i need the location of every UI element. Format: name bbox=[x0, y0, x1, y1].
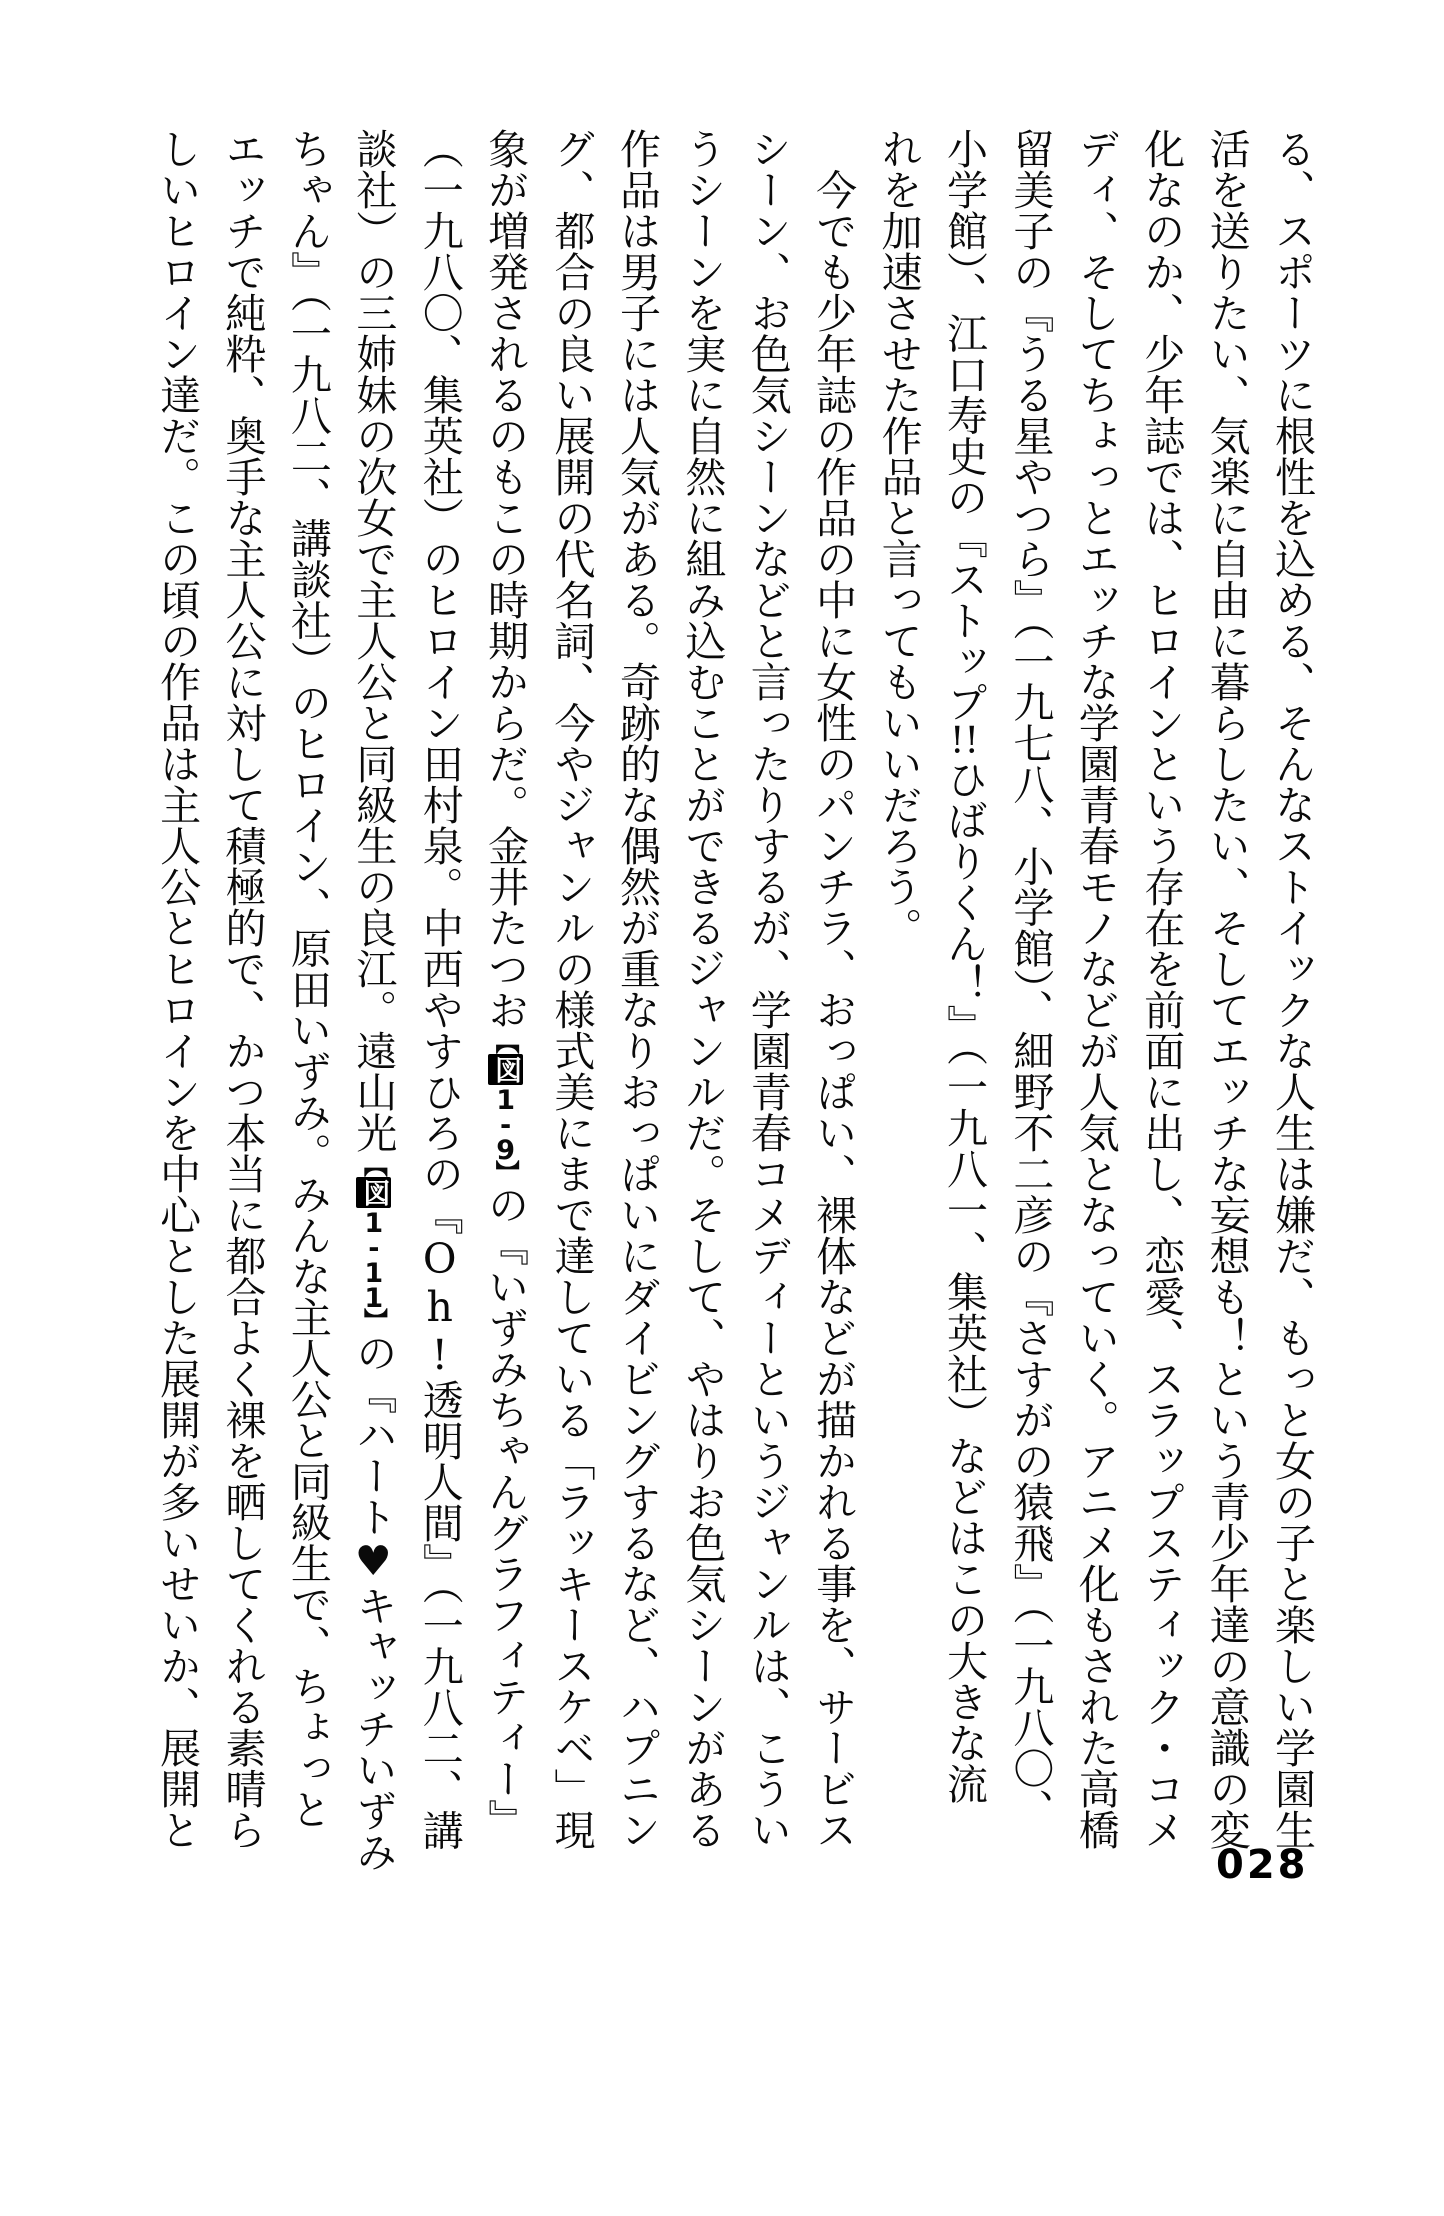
text-run: 留美子の『うる星やつら』（一九七八、小学館）、細野不二彦の『さすがの猿飛』（一九八〇、 bbox=[1006, 128, 1055, 1830]
text-column bbox=[1259, 128, 1324, 1860]
text-run: れを加速させた作品と言ってもいいだろう。 bbox=[874, 128, 923, 948]
text-column bbox=[931, 128, 997, 1860]
latin-upright-run: Oh! bbox=[415, 1235, 464, 1379]
bracket-open-icon: 【 bbox=[491, 1030, 521, 1054]
text-run: ディ、そしてちょっとエッチな学園青春モノなどが人気となっていく。アニメ化もされた高橋 bbox=[1071, 128, 1120, 1850]
text-column bbox=[209, 128, 274, 1860]
text-run: うシーンを実に自然に組み込むことができるジャンルだ。そして、やはりお色気シーンがある bbox=[678, 128, 727, 1850]
text-column bbox=[275, 128, 340, 1860]
text-run: シーン、お色気シーンなどと言ったりするが、学園青春コメディーというジャンルは、こうい bbox=[743, 128, 792, 1850]
zu-box-icon: 図 bbox=[358, 1179, 390, 1206]
figure-ref-1-9 bbox=[481, 1030, 529, 1184]
text-run: 象が増発されるのもこの時期からだ。金井たつお bbox=[481, 128, 530, 1030]
figure-number: 1-9 bbox=[490, 1085, 522, 1160]
text-column bbox=[734, 128, 799, 1860]
text-run: 談社）の三姉妹の次女で主人公と同級生の良江。遠山光 bbox=[349, 128, 398, 1153]
text-column bbox=[406, 128, 471, 1860]
text-run: ひばりくん！』（一九八一、集英社）などはこの大きな流 bbox=[939, 758, 988, 1804]
text-run: 透明人間』（一九八二、講 bbox=[415, 1379, 464, 1851]
text-column bbox=[472, 128, 538, 1860]
text-run: ちゃん』（一九八二、講談社）のヒロイン、原田いずみ。みんな主人公と同級生で、ちょっと bbox=[283, 128, 332, 1830]
text-run: 活を送りたい、気楽に自由に暮らしたい、そしてエッチな妄想も！という青少年達の意識の変 bbox=[1202, 128, 1251, 1850]
zu-box-icon: 図 bbox=[490, 1056, 522, 1083]
text-column bbox=[800, 128, 865, 1860]
text-column bbox=[865, 128, 930, 1860]
text-column bbox=[1193, 128, 1258, 1860]
page-number: 028 bbox=[1216, 1842, 1309, 1888]
text-column bbox=[144, 128, 209, 1860]
heart-icon: ♥ bbox=[349, 1537, 398, 1585]
double-exclamation: !! bbox=[950, 722, 979, 759]
text-run: グ、都合の良い展開の代名詞、今やジャンルの様式美にまで達している「ラッキースケベ」現 bbox=[547, 128, 596, 1850]
text-run: 作品は男子には人気がある。奇跡的な偶然が重なりおっぱいにダイビングするなど、ハプニン bbox=[612, 128, 661, 1850]
text-run: （一九八〇、集英社）のヒロイン田村泉。中西やすひろの『 bbox=[415, 128, 464, 1235]
text-column bbox=[604, 128, 669, 1860]
text-column bbox=[1062, 128, 1127, 1860]
figure-number: 1-11 bbox=[358, 1208, 390, 1308]
text-run: る、スポーツに根性を込める、そんなストイックな人生は嫌だ、もっと女の子と楽しい学園生 bbox=[1268, 128, 1316, 1850]
text-column bbox=[340, 128, 406, 1872]
text-run: しいヒロイン達だ。この頃の作品は主人公とヒロインを中心とした展開が多いせいか、展開と bbox=[153, 128, 202, 1850]
text-column bbox=[997, 128, 1062, 1860]
text-column bbox=[669, 128, 734, 1860]
text-run: 今でも少年誌の作品の中に女性のパンチラ、おっぱい、裸体などが描かれる事を、サービス bbox=[809, 128, 858, 1850]
bracket-open-icon: 【 bbox=[359, 1153, 389, 1177]
text-run: の『ハート bbox=[349, 1332, 398, 1537]
bracket-close-icon: 】 bbox=[359, 1308, 389, 1332]
text-run: 化なのか、少年誌では、ヒロインという存在を前面に出し、恋愛、スラップスティック・コメ bbox=[1137, 128, 1186, 1850]
figure-ref-1-11 bbox=[349, 1153, 397, 1332]
text-run: エッチで純粋、奥手な主人公に対して積極的で、かつ本当に都合よく裸を晒してくれる素晴ら bbox=[218, 128, 267, 1850]
text-run: の『いずみちゃんグラフィティー』 bbox=[481, 1184, 530, 1840]
bracket-close-icon: 】 bbox=[491, 1160, 521, 1184]
text-run: キャッチいずみ bbox=[349, 1585, 398, 1872]
text-column bbox=[1128, 128, 1193, 1860]
text-run: 小学館）、江口寿史の『ストップ bbox=[939, 128, 988, 723]
text-column bbox=[538, 128, 603, 1860]
